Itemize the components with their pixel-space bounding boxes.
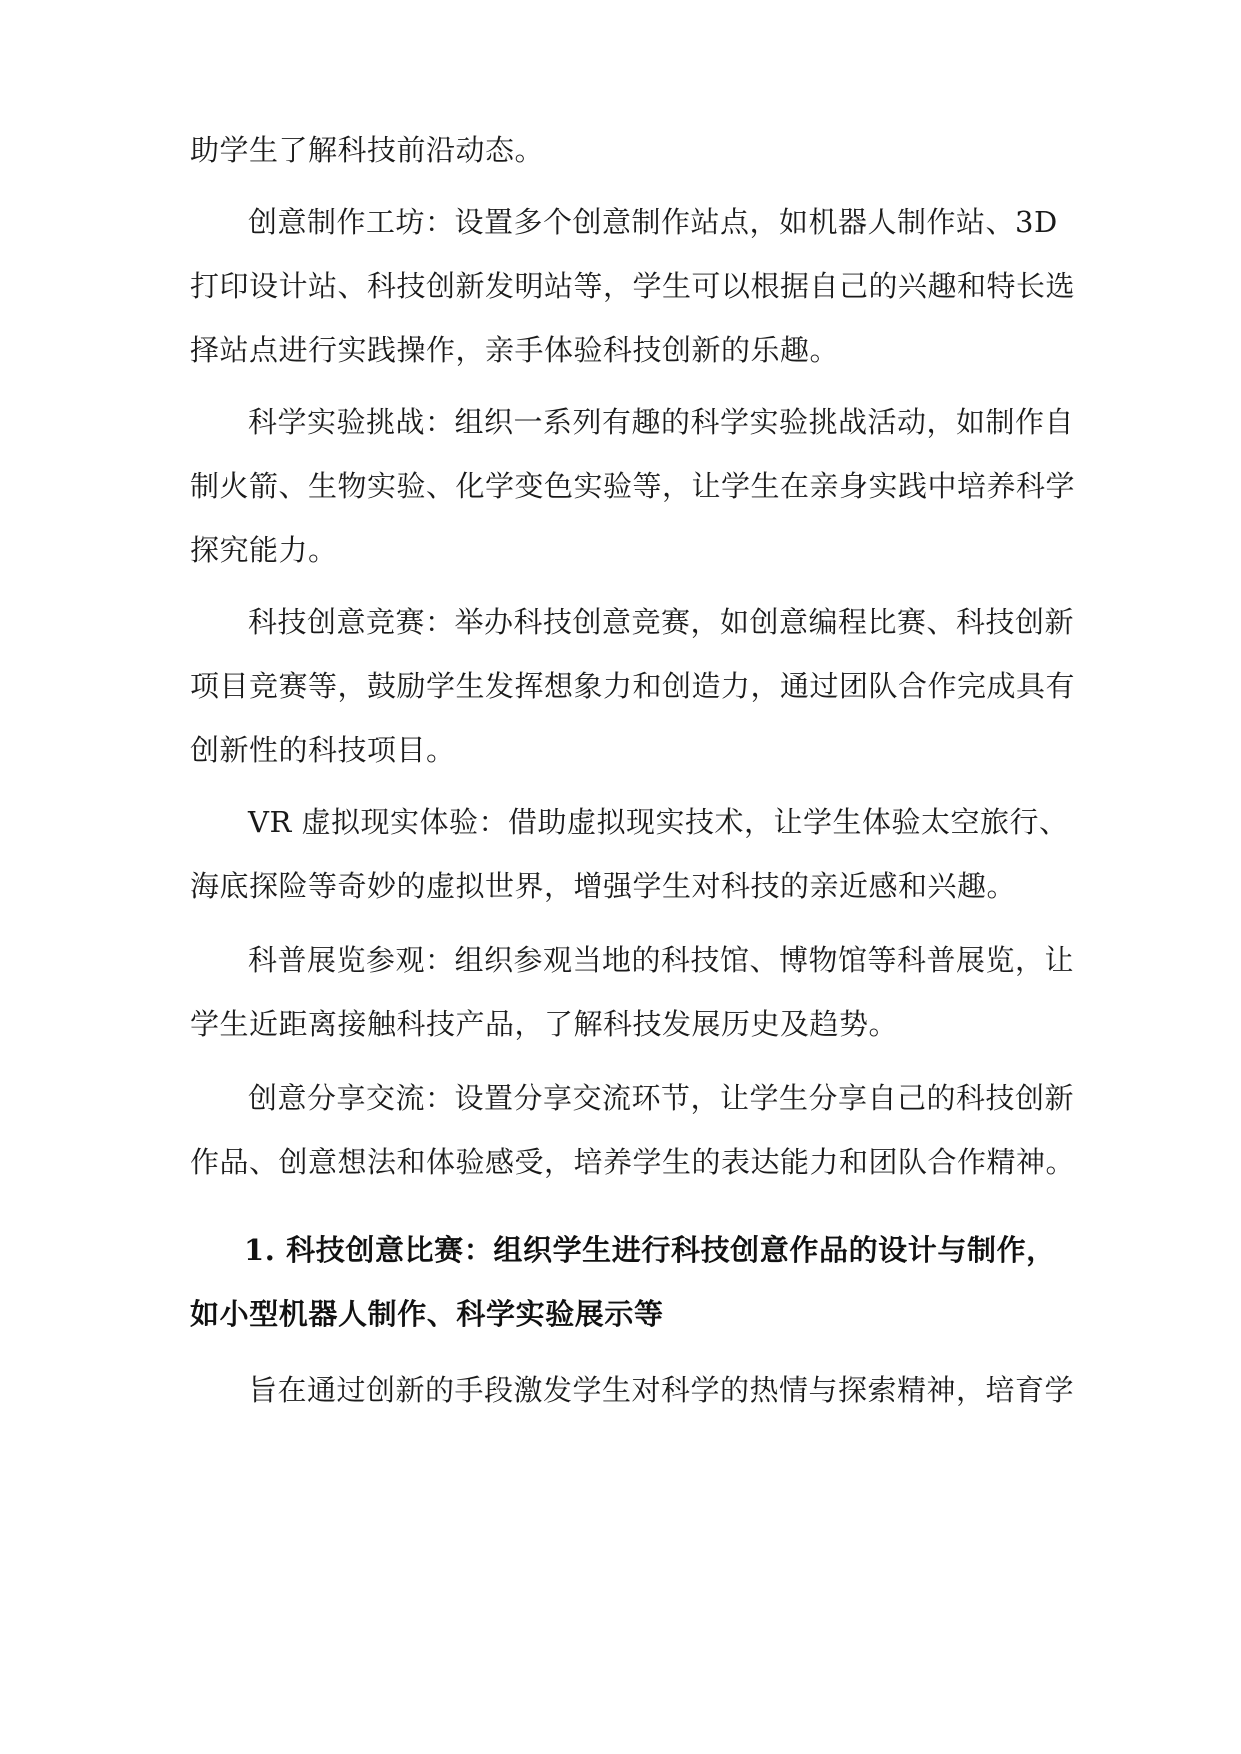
text-line: 科技创意竞赛：举办科技创意竞赛，如创意编程比赛、科技创新 — [248, 605, 1075, 639]
text-line: 择站点进行实践操作，亲手体验科技创新的乐趣。 — [190, 333, 840, 367]
heading-line: 如小型机器人制作、科学实验展示等 — [190, 1297, 664, 1331]
text-line: 创意制作工坊：设置多个创意制作站点，如机器人制作站、3D — [248, 205, 1058, 239]
text-line: 作品、创意想法和体验感受，培养学生的表达能力和团队合作精神。 — [190, 1145, 1076, 1179]
paragraph-vr-experience — [190, 790, 1069, 918]
paragraph-creative-workshop — [190, 190, 1076, 382]
text-line: 旨在通过创新的手段激发学生对科学的热情与探索精神，培育学 — [248, 1373, 1075, 1407]
paragraph-intro — [190, 1358, 1075, 1422]
section-heading — [190, 1218, 1056, 1346]
text-line: VR 虚拟现实体验：借助虚拟现实技术，让学生体验太空旅行、 — [248, 805, 1069, 839]
heading-line: 1. 科技创意比赛：组织学生进行科技创意作品的设计与制作， — [244, 1233, 1056, 1267]
paragraph-sharing-exchange — [190, 1066, 1076, 1194]
text-line: 项目竞赛等，鼓励学生发挥想象力和创造力，通过团队合作完成具有 — [190, 669, 1076, 703]
paragraph-creative-competition — [190, 590, 1076, 782]
text-line: 海底探险等奇妙的虚拟世界，增强学生对科技的亲近感和兴趣。 — [190, 869, 1017, 903]
text-line: 科普展览参观：组织参观当地的科技馆、博物馆等科普展览，让 — [248, 943, 1075, 977]
text-line: 创意分享交流：设置分享交流环节，让学生分享自己的科技创新 — [248, 1081, 1075, 1115]
text-line: 创新性的科技项目。 — [190, 733, 456, 767]
text-line: 制火箭、生物实验、化学变色实验等，让学生在亲身实践中培养科学 — [190, 469, 1076, 503]
paragraph — [190, 118, 1050, 182]
text-line: 科学实验挑战：组织一系列有趣的科学实验挑战活动，如制作自 — [248, 405, 1075, 439]
paragraph-science-experiment — [190, 390, 1076, 582]
text-line: 助学生了解科技前沿动态。 — [190, 133, 545, 167]
text-line: 探究能力。 — [190, 533, 338, 567]
paragraph-exhibition-visit — [190, 928, 1075, 1056]
text-line: 打印设计站、科技创新发明站等，学生可以根据自己的兴趣和特长选 — [190, 269, 1076, 303]
text-line: 学生近距离接触科技产品，了解科技发展历史及趋势。 — [190, 1007, 899, 1041]
